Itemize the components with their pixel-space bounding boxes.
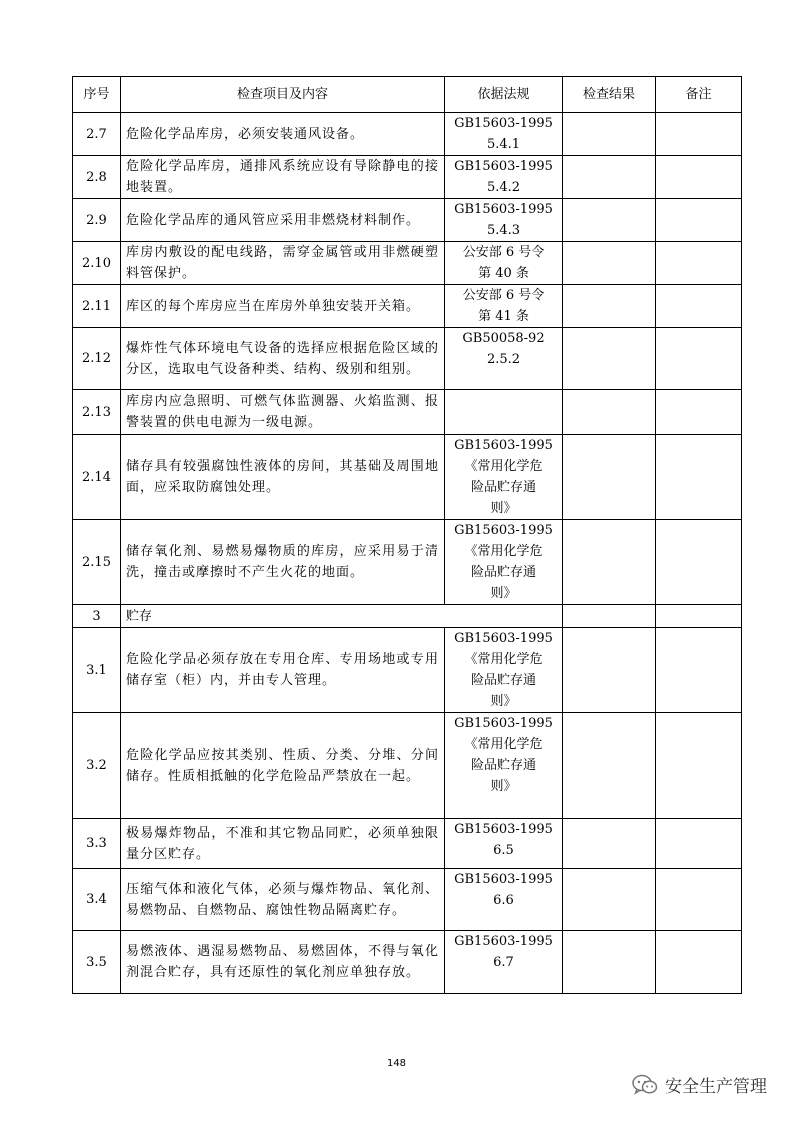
result-cell <box>563 713 656 819</box>
section-title: 贮存 <box>121 605 563 628</box>
result-cell <box>563 520 656 605</box>
basis-line: 公安部 6 号令 <box>462 288 545 303</box>
table-row <box>73 931 742 994</box>
item-content: 危险化学品应按其类别、性质、分类、分堆、分间储存。性质相抵触的化学危险品严禁放在一起。 <box>121 713 445 819</box>
item-number: 2.10 <box>73 242 121 285</box>
item-number: 2.8 <box>73 156 121 199</box>
item-content: 危险化学品库房，必须安装通风设备。 <box>121 113 445 156</box>
basis-line: 《常用化学危 <box>464 544 543 559</box>
watermark-text: 安全生产管理 <box>665 1077 767 1097</box>
table-row <box>73 156 742 199</box>
table-row <box>73 819 742 869</box>
item-number: 3.1 <box>73 628 121 713</box>
header-basis: 依据法规 <box>445 77 563 113</box>
remarks-cell <box>656 390 742 435</box>
basis-line: GB15603-1995 <box>454 716 553 731</box>
item-content: 危险化学品必须存放在专用仓库、专用场地或专用储存室（柜）内，并由专人管理。 <box>121 628 445 713</box>
item-number: 2.13 <box>73 390 121 435</box>
result-cell <box>563 931 656 994</box>
item-content: 库房内应急照明、可燃气体监测器、火焰监测、报警装置的供电电源为一级电源。 <box>121 390 445 435</box>
item-basis <box>445 869 563 931</box>
remarks-cell <box>656 520 742 605</box>
wechat-icon <box>632 1074 658 1096</box>
item-basis <box>445 520 563 605</box>
basis-line: 则》 <box>490 586 517 601</box>
item-basis <box>445 285 563 328</box>
remarks-cell <box>656 242 742 285</box>
section-row <box>73 605 742 628</box>
item-basis <box>445 435 563 520</box>
remarks-cell <box>656 628 742 713</box>
table-row <box>73 285 742 328</box>
basis-line: GB50058-92 <box>462 331 545 346</box>
basis-line: 险品贮存通 <box>470 673 536 688</box>
item-number: 2.7 <box>73 113 121 156</box>
basis-line: GB15603-1995 <box>454 159 553 174</box>
result-cell <box>563 113 656 156</box>
basis-line: 《常用化学危 <box>464 652 543 667</box>
result-cell <box>563 156 656 199</box>
inspection-table <box>72 76 742 994</box>
basis-line: GB15603-1995 <box>454 116 553 131</box>
basis-line: GB15603-1995 <box>454 438 553 453</box>
page-number: 148 <box>386 1058 407 1069</box>
table-row <box>73 113 742 156</box>
result-cell <box>563 328 656 390</box>
item-content: 压缩气体和液化气体，必须与爆炸物品、氧化剂、易燃物品、自燃物品、腐蚀性物品隔离贮存。 <box>121 869 445 931</box>
result-cell <box>563 628 656 713</box>
basis-line: GB15603-1995 <box>454 872 553 887</box>
table-body <box>73 113 742 994</box>
item-content: 易燃液体、遇湿易燃物品、易燃固体，不得与氧化剂混合贮存，具有还原性的氧化剂应单独存放。 <box>121 931 445 994</box>
basis-line: GB15603-1995 <box>454 822 553 837</box>
basis-line: 险品贮存通 <box>470 758 536 773</box>
item-basis <box>445 931 563 994</box>
table-row <box>73 628 742 713</box>
result-cell <box>563 605 656 628</box>
basis-line: 则》 <box>490 779 517 794</box>
basis-line: 第 41 条 <box>478 309 529 324</box>
result-cell <box>563 819 656 869</box>
item-content: 危险化学品库房，通排风系统应设有导除静电的接地装置。 <box>121 156 445 199</box>
remarks-cell <box>656 931 742 994</box>
item-content: 极易爆炸物品，不准和其它物品同贮，必须单独限量分区贮存。 <box>121 819 445 869</box>
result-cell <box>563 242 656 285</box>
item-number: 3.4 <box>73 869 121 931</box>
item-number: 2.9 <box>73 199 121 242</box>
table-row <box>73 869 742 931</box>
item-content: 储存具有较强腐蚀性液体的房间，其基础及周围地面，应采取防腐蚀处理。 <box>121 435 445 520</box>
item-basis <box>445 113 563 156</box>
item-number: 2.14 <box>73 435 121 520</box>
item-basis <box>445 713 563 819</box>
result-cell <box>563 199 656 242</box>
item-basis <box>445 328 563 390</box>
header-result: 检查结果 <box>563 77 656 113</box>
header-remarks: 备注 <box>656 77 742 113</box>
watermark <box>632 1072 767 1097</box>
basis-line: GB15603-1995 <box>454 523 553 538</box>
header-row <box>73 77 742 113</box>
basis-line: 则》 <box>490 694 517 709</box>
table-row <box>73 242 742 285</box>
basis-line: 5.4.1 <box>486 137 521 152</box>
remarks-cell <box>656 819 742 869</box>
basis-line: GB15603-1995 <box>454 202 553 217</box>
item-basis <box>445 242 563 285</box>
basis-line: 6.7 <box>493 955 514 970</box>
table-row <box>73 713 742 819</box>
basis-line: GB15603-1995 <box>454 934 553 949</box>
remarks-cell <box>656 113 742 156</box>
item-number: 2.12 <box>73 328 121 390</box>
item-content: 危险化学品库的通风管应采用非燃烧材料制作。 <box>121 199 445 242</box>
basis-line: 《常用化学危 <box>464 459 543 474</box>
item-basis <box>445 628 563 713</box>
item-basis <box>445 819 563 869</box>
item-number: 2.15 <box>73 520 121 605</box>
header-content: 检查项目及内容 <box>121 77 445 113</box>
item-number: 3.3 <box>73 819 121 869</box>
result-cell <box>563 435 656 520</box>
remarks-cell <box>656 713 742 819</box>
result-cell <box>563 869 656 931</box>
item-basis <box>445 156 563 199</box>
item-basis <box>445 199 563 242</box>
remarks-cell <box>656 328 742 390</box>
item-content: 爆炸性气体环境电气设备的选择应根据危险区域的分区，选取电气设备种类、结构、级别和组别。 <box>121 328 445 390</box>
table-row <box>73 520 742 605</box>
result-cell <box>563 390 656 435</box>
section-number: 3 <box>73 605 121 628</box>
table-row <box>73 435 742 520</box>
basis-line: 6.5 <box>493 843 514 858</box>
basis-line: GB15603-1995 <box>454 631 553 646</box>
basis-line: 6.6 <box>493 893 514 908</box>
remarks-cell <box>656 199 742 242</box>
basis-line: 则》 <box>490 501 517 516</box>
basis-line: 5.4.2 <box>486 180 521 195</box>
basis-line: 《常用化学危 <box>464 737 543 752</box>
item-number: 3.5 <box>73 931 121 994</box>
table-row <box>73 390 742 435</box>
item-content: 储存氧化剂、易燃易爆物质的库房，应采用易于清洗，撞击或摩擦时不产生火花的地面。 <box>121 520 445 605</box>
item-number: 3.2 <box>73 713 121 819</box>
basis-line: 第 40 条 <box>478 266 529 281</box>
item-number: 2.11 <box>73 285 121 328</box>
remarks-cell <box>656 869 742 931</box>
result-cell <box>563 285 656 328</box>
basis-line: 险品贮存通 <box>470 565 536 580</box>
remarks-cell <box>656 605 742 628</box>
remarks-cell <box>656 156 742 199</box>
table-row <box>73 199 742 242</box>
item-content: 库区的每个库房应当在库房外单独安装开关箱。 <box>121 285 445 328</box>
basis-line: 2.5.2 <box>486 352 521 367</box>
item-basis <box>445 390 563 435</box>
remarks-cell <box>656 435 742 520</box>
basis-line: 公安部 6 号令 <box>462 245 545 260</box>
basis-line: 险品贮存通 <box>470 480 536 495</box>
table-row <box>73 328 742 390</box>
item-content: 库房内敷设的配电线路，需穿金属管或用非燃硬塑料管保护。 <box>121 242 445 285</box>
basis-line: 5.4.3 <box>486 223 521 238</box>
header-seq: 序号 <box>73 77 121 113</box>
remarks-cell <box>656 285 742 328</box>
